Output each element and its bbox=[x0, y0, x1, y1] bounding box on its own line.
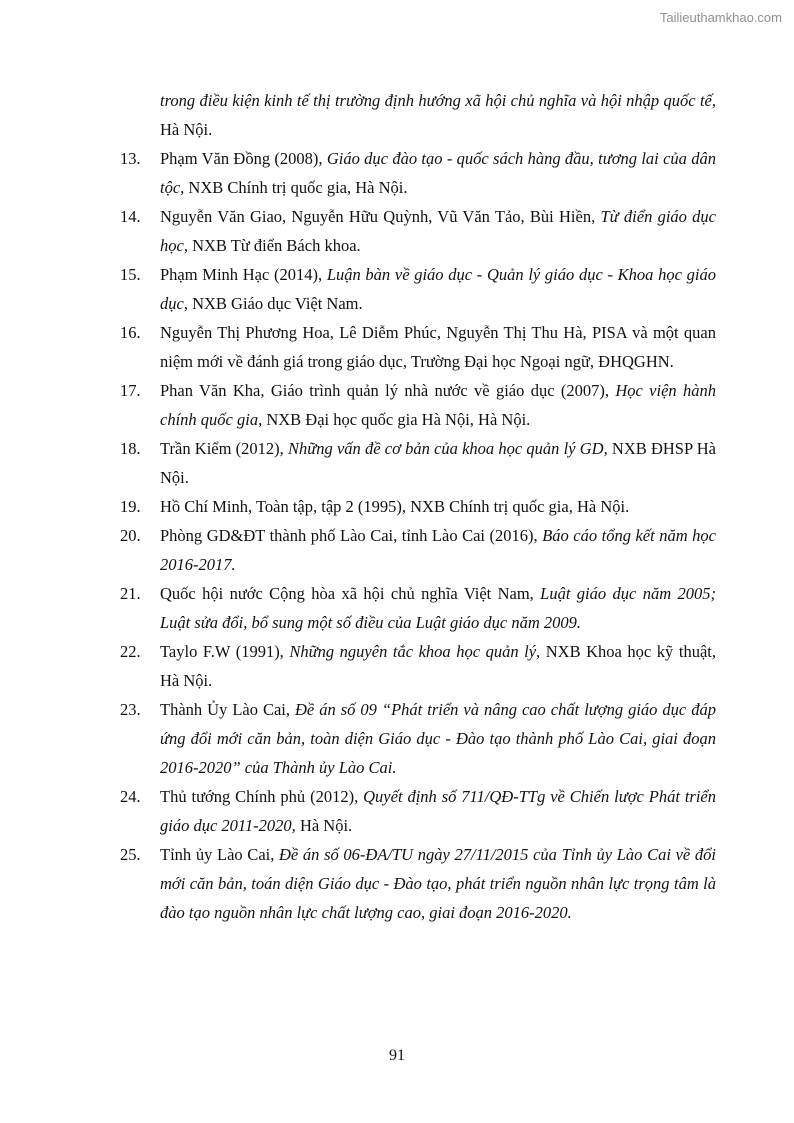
reference-text-segment: NXB ĐHSP Hà Nội. bbox=[160, 439, 716, 487]
reference-item bbox=[120, 260, 716, 318]
reference-text bbox=[160, 434, 716, 492]
reference-item bbox=[120, 318, 716, 376]
reference-text-segment: NXB Khoa học kỹ thuật, Hà Nội. bbox=[160, 642, 716, 690]
reference-item bbox=[120, 434, 716, 492]
reference-number: 17. bbox=[120, 381, 141, 400]
reference-continuation bbox=[160, 86, 716, 144]
reference-title-segment: Giáo dục đào tạo - quốc sách hàng đầu, tương lai của dân tộc, bbox=[160, 149, 716, 197]
reference-item bbox=[120, 492, 716, 521]
reference-text-segment: Phan Văn Kha, Giáo trình quản lý nhà nước về giáo dục (2007), bbox=[160, 381, 616, 400]
reference-text bbox=[160, 318, 716, 376]
reference-text-segment: NXB Đại học quốc gia Hà Nội, Hà Nội. bbox=[266, 410, 531, 429]
reference-item bbox=[120, 579, 716, 637]
reference-item bbox=[120, 376, 716, 434]
reference-number: 25. bbox=[120, 845, 141, 864]
reference-text bbox=[160, 637, 716, 695]
reference-text bbox=[160, 260, 716, 318]
reference-title-segment: Luận bàn về giáo dục - Quản lý giáo dục - Khoa học giáo dục, bbox=[160, 265, 716, 313]
reference-number: 19. bbox=[120, 497, 141, 516]
reference-number: 23. bbox=[120, 700, 141, 719]
reference-text-segment: Hà Nội. bbox=[299, 816, 353, 835]
reference-title-segment: Học viện hành chính quốc gia, bbox=[160, 381, 716, 429]
reference-item bbox=[120, 521, 716, 579]
reference-text bbox=[160, 376, 716, 434]
page-number: 91 bbox=[389, 1047, 405, 1064]
reference-number: 24. bbox=[120, 787, 141, 806]
reference-item bbox=[120, 695, 716, 782]
watermark: Tailieuthamkhao.com bbox=[659, 10, 782, 25]
reference-text bbox=[160, 695, 716, 782]
reference-text-segment: Taylo F.W (1991), bbox=[160, 642, 290, 661]
reference-number: 21. bbox=[120, 584, 141, 603]
reference-item bbox=[120, 202, 716, 260]
reference-number: 14. bbox=[120, 207, 141, 226]
reference-text-segment: Thành Ủy Lào Cai, bbox=[160, 700, 296, 719]
reference-number: 16. bbox=[120, 323, 141, 342]
reference-text bbox=[160, 492, 716, 521]
reference-text bbox=[160, 840, 716, 927]
reference-text-segment: Phạm Văn Đồng (2008), bbox=[160, 149, 327, 168]
reference-title-segment: Những vấn đề cơ bản của khoa học quản lý GD, bbox=[287, 439, 612, 458]
reference-title-segment: Quyết định số 711/QĐ-TTg về Chiến lược Phát triển giáo dục 2011-2020, bbox=[160, 787, 716, 835]
reference-text-segment: Hồ Chí Minh, Toàn tập, tập 2 (1995), NXB Chính trị quốc gia, Hà Nội. bbox=[160, 497, 630, 516]
reference-text bbox=[160, 579, 716, 637]
reference-title-segment: Những nguyên tắc khoa học quản lý, bbox=[289, 642, 546, 661]
reference-text bbox=[160, 521, 716, 579]
reference-item bbox=[120, 637, 716, 695]
reference-title-segment: Đề án số 09 “Phát triển và nâng cao chất lượng giáo dục đáp ứng đổi mới căn bản, toàn diện Giáo dục - Đào tạo thành phố Lào Cai, giai đoạn 2016-2020” của Thành ủy Lào Cai. bbox=[160, 700, 717, 777]
reference-text-segment: Hà Nội. bbox=[160, 120, 213, 139]
reference-number: 15. bbox=[120, 265, 141, 284]
reference-text-segment: NXB Chính trị quốc gia, Hà Nội. bbox=[188, 178, 408, 197]
reference-item bbox=[120, 144, 716, 202]
reference-item bbox=[120, 782, 716, 840]
reference-number: 18. bbox=[120, 439, 141, 458]
reference-text-segment: Trần Kiểm (2012), bbox=[160, 439, 288, 458]
reference-text bbox=[160, 202, 716, 260]
references-section bbox=[120, 86, 716, 927]
reference-text-segment: Phòng GD&ĐT thành phố Lào Cai, tỉnh Lào Cai (2016), bbox=[160, 526, 543, 545]
reference-item bbox=[120, 840, 716, 927]
reference-number: 20. bbox=[120, 526, 141, 545]
reference-title-segment: trong điều kiện kinh tế thị trường định hướng xã hội chủ nghĩa và hội nhập quốc tế, bbox=[160, 91, 716, 110]
reference-text-segment: Thủ tướng Chính phủ (2012), bbox=[160, 787, 364, 806]
reference-title-segment: Từ điển giáo dục học, bbox=[160, 207, 716, 255]
reference-text-segment: Nguyễn Thị Phương Hoa, Lê Diễm Phúc, Nguyễn Thị Thu Hà, PISA và một quan niệm mới về đánh giá trong giáo dục, Trường Đại học Ngoại ngữ, ĐHQGHN. bbox=[160, 323, 716, 371]
reference-text-segment: NXB Từ điển Bách khoa. bbox=[192, 236, 361, 255]
reference-title-segment: Báo cáo tổng kết năm học 2016-2017. bbox=[160, 526, 716, 574]
reference-text-segment: Phạm Minh Hạc (2014), bbox=[160, 265, 327, 284]
reference-text-segment: Tỉnh ủy Lào Cai, bbox=[160, 845, 280, 864]
reference-text-segment: NXB Giáo dục Việt Nam. bbox=[192, 294, 363, 313]
reference-number: 22. bbox=[120, 642, 141, 661]
reference-text-segment: Nguyễn Văn Giao, Nguyễn Hữu Quỳnh, Vũ Văn Tảo, Bùi Hiền, bbox=[160, 207, 601, 226]
reference-text-segment: Quốc hội nước Cộng hòa xã hội chủ nghĩa Việt Nam, bbox=[160, 584, 541, 603]
reference-text bbox=[160, 782, 716, 840]
reference-text bbox=[160, 144, 716, 202]
reference-title-segment: Luật giáo dục năm 2005; Luật sửa đổi, bổ sung một số điều của Luật giáo dục năm 2009. bbox=[160, 584, 716, 632]
reference-title-segment: Đề án số 06-ĐA/TU ngày 27/11/2015 của Tỉnh ủy Lào Cai về đổi mới căn bản, toán diện Giáo dục - Đào tạo, phát triển nguồn nhân lực trọng tâm là đào tạo nguồn nhân lực chất lượng cao, giai đoạn 2016-2020. bbox=[160, 845, 716, 922]
references-list bbox=[120, 144, 716, 927]
reference-number: 13. bbox=[120, 149, 141, 168]
